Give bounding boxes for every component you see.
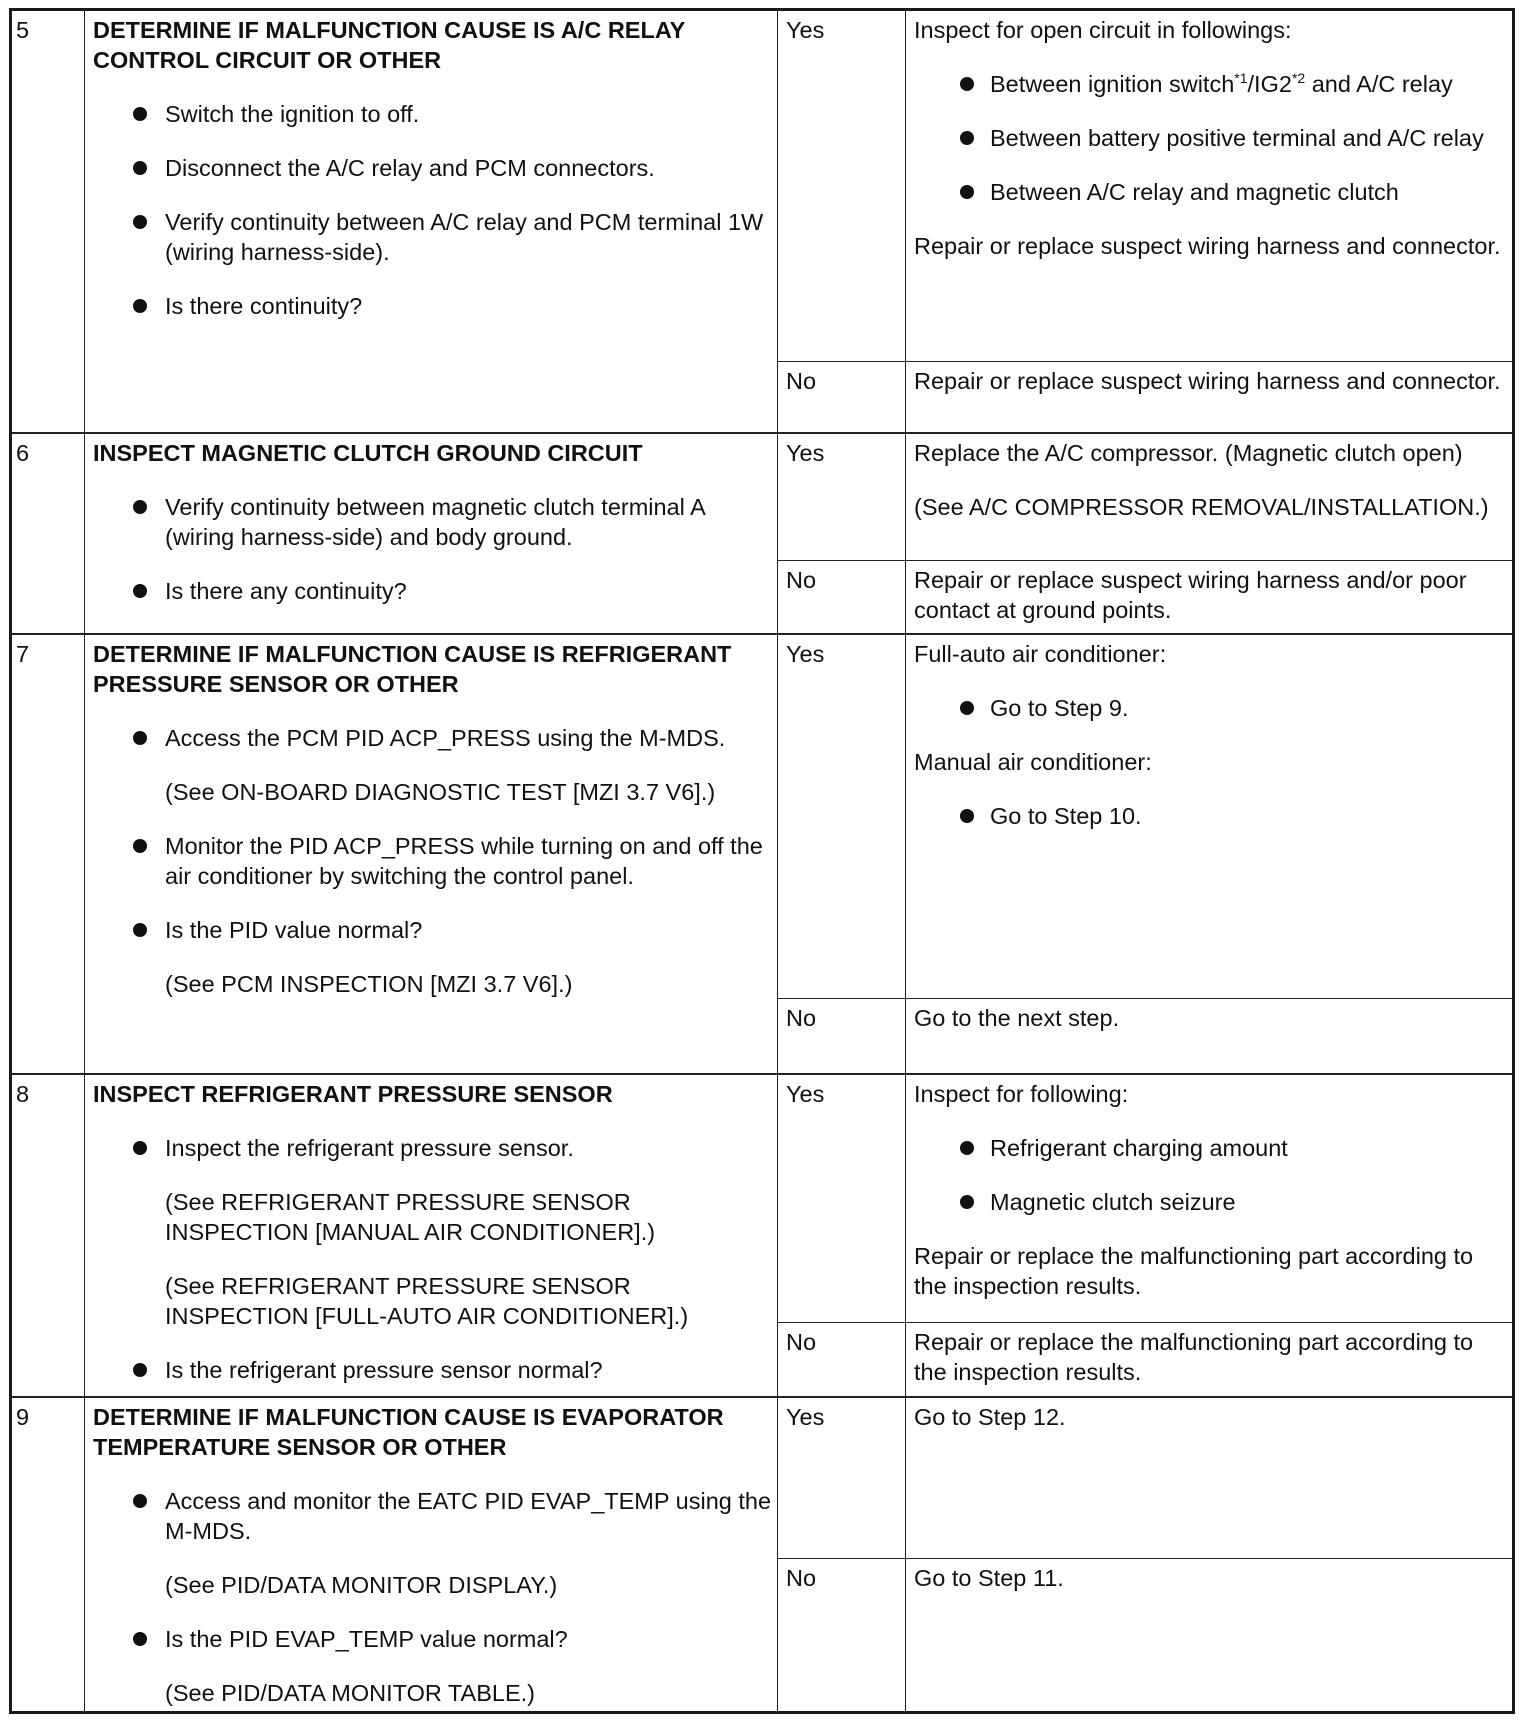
step-title: INSPECT REFRIGERANT PRESSURE SENSOR [93, 1081, 613, 1107]
yes-label: Yes [786, 641, 825, 667]
step-procedure [85, 434, 777, 633]
list-item: Inspect the refrigerant pressure sensor. [85, 1133, 777, 1163]
bullet-icon [133, 299, 147, 313]
diagnostic-table [9, 8, 1515, 1714]
bullet-icon [133, 107, 147, 121]
bullet-icon [960, 809, 974, 823]
list-item: Access and monitor the EATC PID EVAP_TEMP using the M-MDS. [85, 1486, 777, 1546]
reference-note: (See PID/DATA MONITOR TABLE.) [165, 1680, 535, 1706]
step-procedure [85, 1075, 777, 1396]
no-label: No [786, 1329, 817, 1355]
list-item: Access the PCM PID ACP_PRESS using the M-MDS. [85, 723, 777, 753]
bullet-icon [133, 1141, 147, 1155]
list-item: Is the PID EVAP_TEMP value normal? [85, 1624, 777, 1654]
bullet-icon [133, 731, 147, 745]
step-number: 5 [16, 17, 30, 43]
bullet-icon [960, 185, 974, 199]
step-bullets [85, 99, 777, 321]
yes-result: Full-auto air conditioner: Go to Step 9. Manual air conditioner: Go to Step 10. [906, 635, 1512, 998]
yes-label: Yes [786, 440, 825, 466]
yes-result: Replace the A/C compressor. (Magnetic clutch open) (See A/C COMPRESSOR REMOVAL/INSTALLATION.) [914, 440, 1489, 520]
reference-note: (See REFRIGERANT PRESSURE SENSOR INSPECTION [MANUAL AIR CONDITIONER].) [165, 1189, 656, 1245]
list-item: Magnetic clutch seizure [914, 1187, 1502, 1217]
bullet-icon [960, 131, 974, 145]
step-procedure [85, 11, 777, 432]
step-procedure [85, 1398, 777, 1711]
no-result: Repair or replace the malfunctioning part according to the inspection results. [914, 1329, 1474, 1385]
step-title: DETERMINE IF MALFUNCTION CAUSE IS EVAPORATOR TEMPERATURE SENSOR OR OTHER [93, 1404, 724, 1460]
yes-label: Yes [786, 1404, 825, 1430]
list-item: Is the PID value normal? [85, 915, 777, 945]
bullet-icon [133, 584, 147, 598]
step-title: DETERMINE IF MALFUNCTION CAUSE IS A/C RELAY CONTROL CIRCUIT OR OTHER [93, 17, 685, 73]
no-label: No [786, 1005, 817, 1031]
bullet-icon [960, 1141, 974, 1155]
list-item: Verify continuity between A/C relay and PCM terminal 1W (wiring harness-side). [85, 207, 777, 267]
no-label: No [786, 567, 817, 593]
reference-note: (See ON-BOARD DIAGNOSTIC TEST [MZI 3.7 V6].) [165, 779, 716, 805]
bullet-icon [133, 923, 147, 937]
list-item: Verify continuity between magnetic clutch terminal A (wiring harness-side) and body ground. [85, 492, 777, 552]
list-item: Monitor the PID ACP_PRESS while turning on and off the air conditioner by switching the control panel. [85, 831, 777, 891]
bullet-icon [960, 1195, 974, 1209]
no-result: Go to the next step. [914, 1005, 1120, 1031]
step-title: INSPECT MAGNETIC CLUTCH GROUND CIRCUIT [93, 440, 643, 466]
step-number: 7 [16, 641, 30, 667]
no-result: Repair or replace suspect wiring harness and connector. [914, 368, 1501, 394]
no-label: No [786, 368, 817, 394]
step-number: 6 [16, 440, 30, 466]
bullet-icon [133, 1632, 147, 1646]
list-item: Disconnect the A/C relay and PCM connectors. [85, 153, 777, 183]
yes-label: Yes [786, 17, 825, 43]
bullet-icon [133, 215, 147, 229]
reference-note: (See PID/DATA MONITOR DISPLAY.) [165, 1572, 558, 1598]
list-item: Is the refrigerant pressure sensor normal? [85, 1355, 777, 1385]
list-item: Between A/C relay and magnetic clutch [914, 177, 1502, 207]
list-item: Between battery positive terminal and A/C relay [914, 123, 1502, 153]
reference-note: (See REFRIGERANT PRESSURE SENSOR INSPECTION [FULL-AUTO AIR CONDITIONER].) [165, 1273, 689, 1329]
list-item: Switch the ignition to off. [85, 99, 777, 129]
bullet-icon [133, 839, 147, 853]
yes-label: Yes [786, 1081, 825, 1107]
list-item: Is there continuity? [85, 291, 777, 321]
list-item: Is there any continuity? [85, 576, 777, 606]
list-item: Go to Step 10. [914, 801, 1502, 831]
list-item: Go to Step 9. [914, 693, 1502, 723]
reference-note: (See PCM INSPECTION [MZI 3.7 V6].) [165, 971, 573, 997]
no-result: Repair or replace suspect wiring harness and/or poor contact at ground points. [914, 567, 1467, 623]
no-result: Go to Step 11. [914, 1565, 1064, 1591]
bullet-icon [133, 500, 147, 514]
step-procedure [85, 635, 777, 1073]
yes-result: Inspect for following: Refrigerant charging amount Magnetic clutch seizure Repair or replace the malfunctioning part according to the inspection results. [906, 1075, 1512, 1322]
bullet-icon [133, 1363, 147, 1377]
list-item: Refrigerant charging amount [914, 1133, 1502, 1163]
no-label: No [786, 1565, 817, 1591]
bullet-icon [960, 77, 974, 91]
list-item: Between ignition switch$^{*1}$/IG2$^{*2}$ and A/C relay [914, 69, 1502, 99]
step-title: DETERMINE IF MALFUNCTION CAUSE IS REFRIGERANT PRESSURE SENSOR OR OTHER [93, 641, 732, 697]
bullet-icon [133, 161, 147, 175]
yes-result: Inspect for open circuit in followings: Between ignition switch$^{*1}$/IG2$^{*2}$ and A/C relay Between battery positive terminal and A/C relay Between A/C relay and magnetic clutch Repair or replace suspect wiring harness and connector. [914, 17, 1501, 259]
step-number: 9 [16, 1404, 30, 1430]
step-number: 8 [16, 1081, 30, 1107]
bullet-icon [960, 701, 974, 715]
yes-result: Go to Step 12. [914, 1404, 1066, 1430]
bullet-icon [133, 1494, 147, 1508]
